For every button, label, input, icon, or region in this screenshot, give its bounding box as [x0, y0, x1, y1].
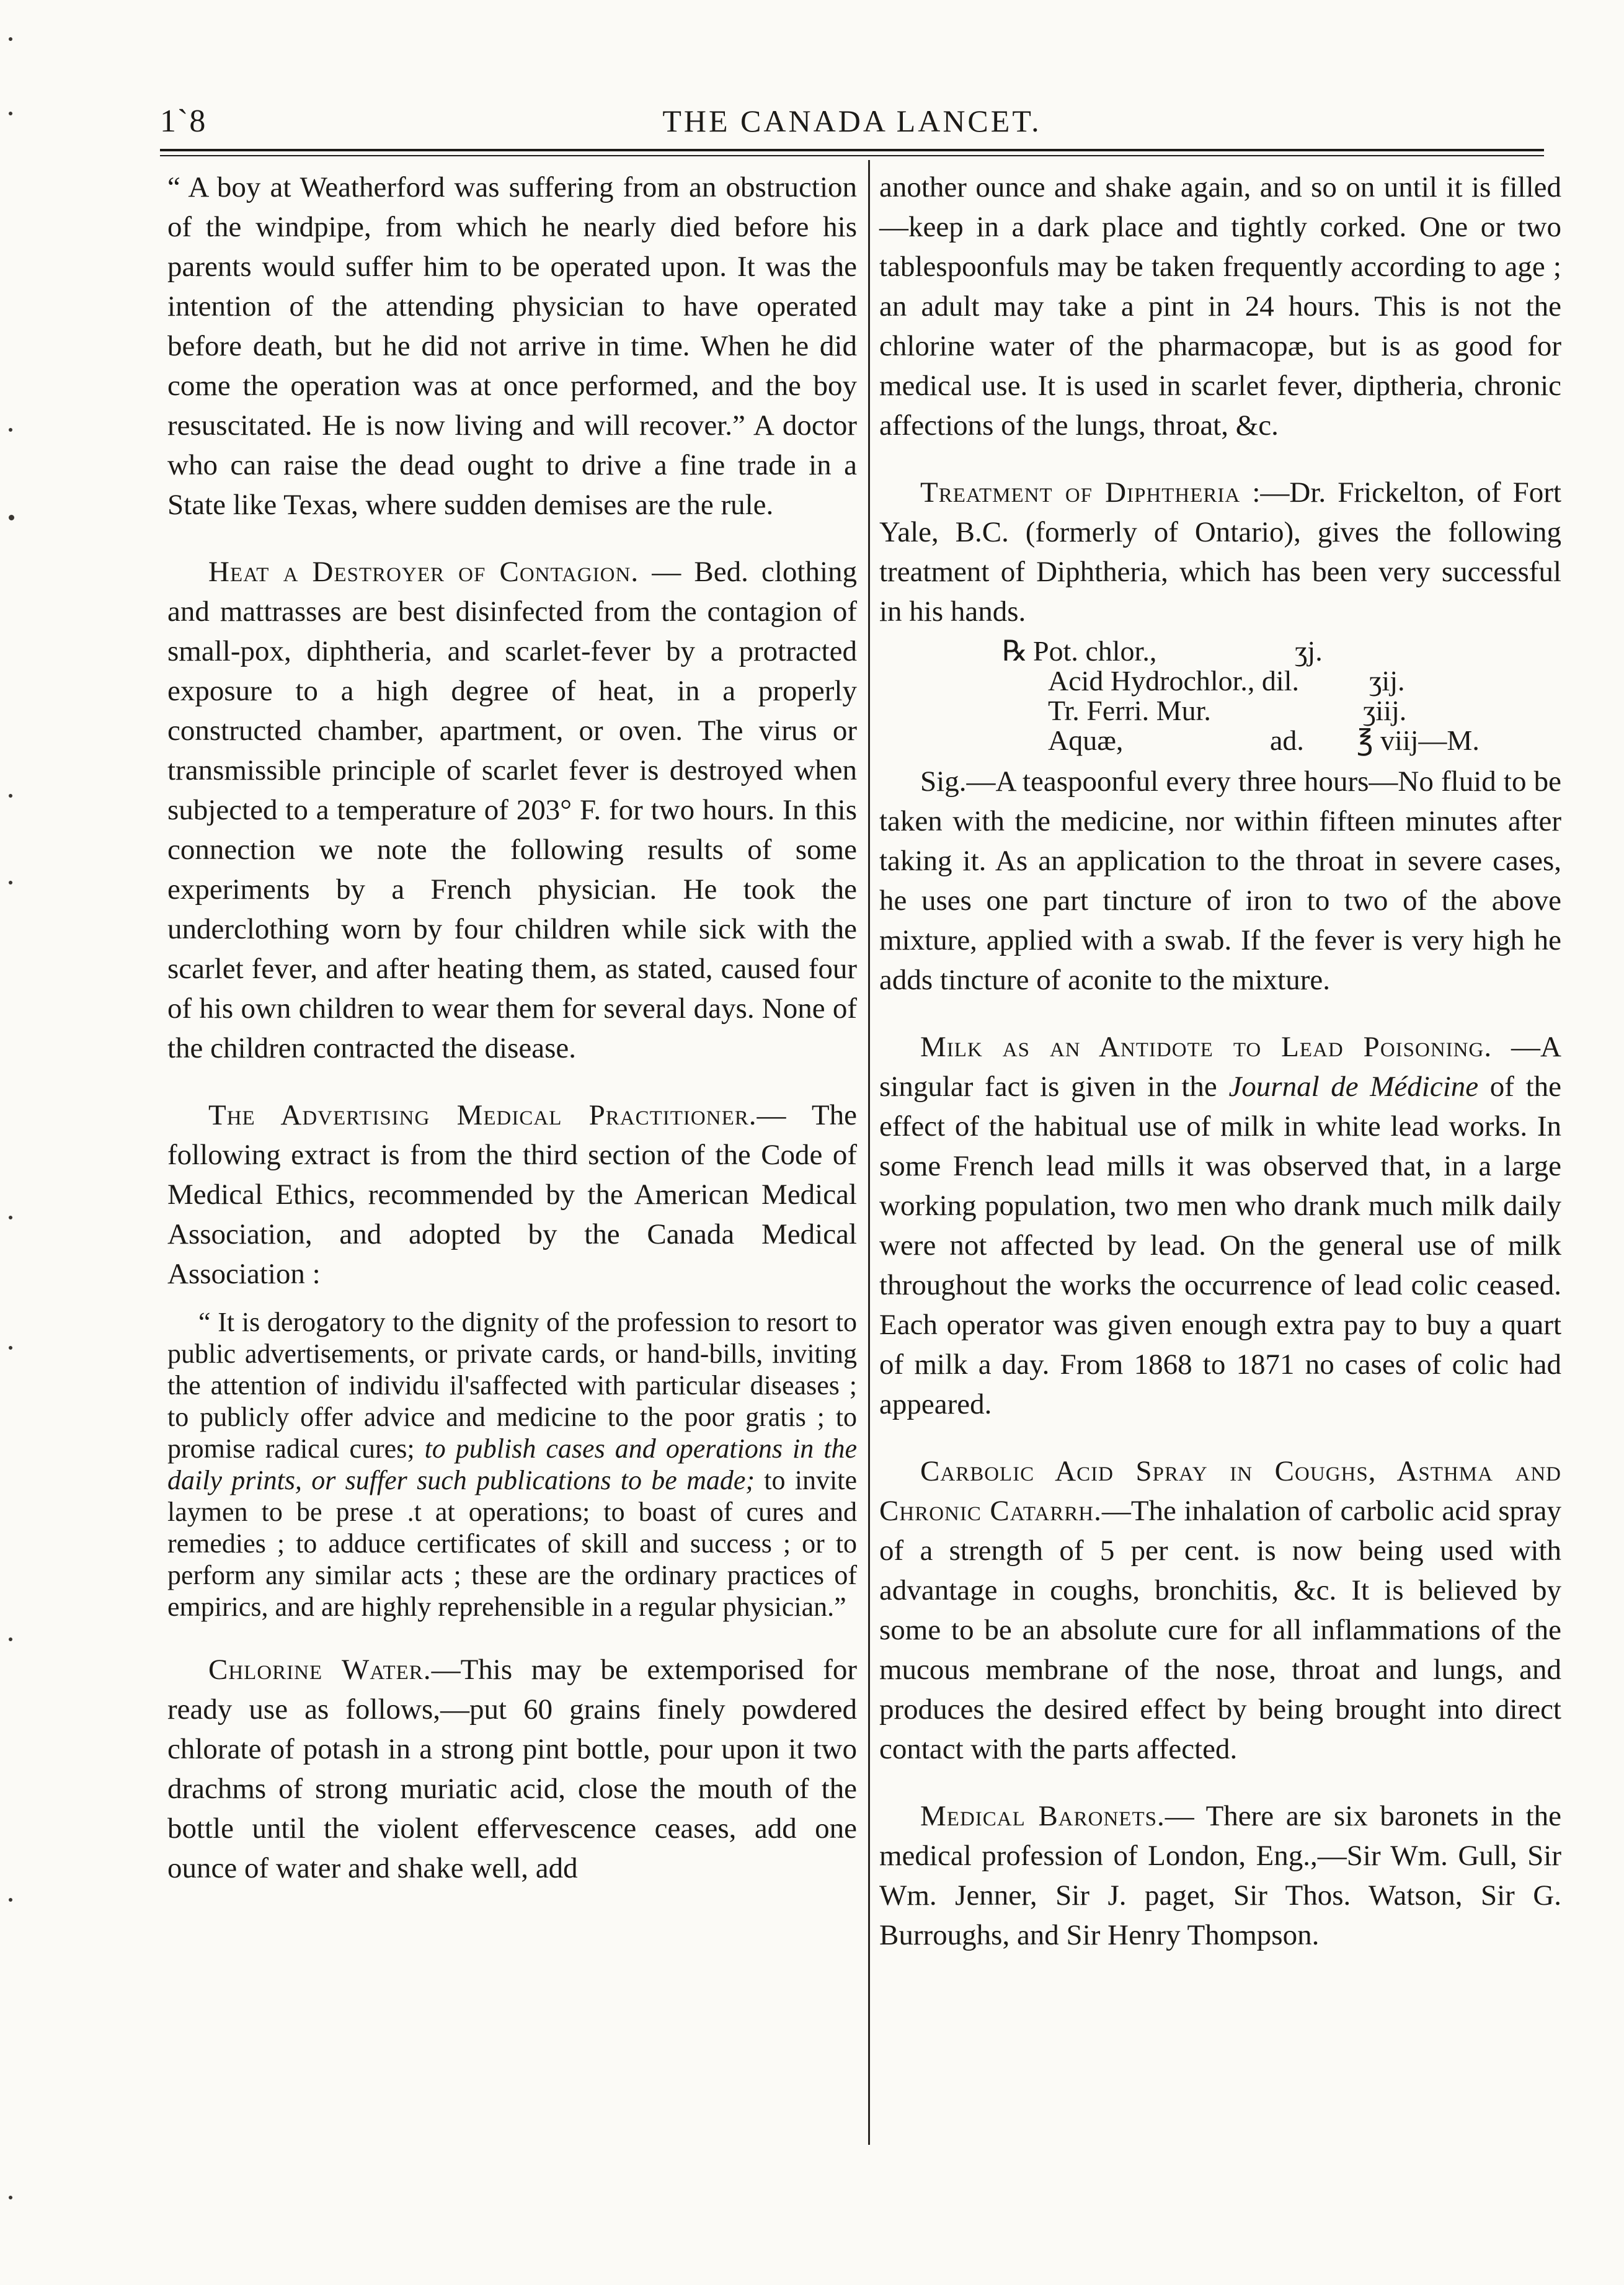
scan-speck	[9, 1346, 12, 1350]
journal-title: Journal de Médicine	[1228, 1071, 1479, 1103]
scan-speck	[9, 1637, 12, 1641]
article-text: — Bed. clothing and mattrasses are best disinfected from the contagion of small-pox, diphtheria, and scarlet-fever by a protracted exposure to a high degree of heat, in a properly constructed chamber, apartment, or oven. The virus or transmissible principle of scarlet fever is destroyed when subjected to a temperature of 203° F. for two hours. In this connection we note the following results of some experiments by a French physician. He took the underclothing worn by four children while sick with the scarlet fever, and after heating them, as stated, caused four of his own children to wear them for several days. None of the children contracted the disease.	[167, 556, 858, 1064]
article-text: :—Dr. Frickelton, of Fort Yale, B.C. (formerly of Ontario), gives the following treatment of Diphtheria, which has been very successful in his hands.	[879, 476, 1561, 628]
article-advertising-practitioner	[167, 1095, 857, 1294]
prescription	[879, 636, 1561, 758]
article-milk-lead-poisoning	[879, 1027, 1561, 1424]
article-text: “ A boy at Weatherford was suffering from an obstruction of the windpipe, from which he nearly died before his parents would suffer him to be operated upon. It was the intention of the attending physician to have operated before death, but he did not arrive in time. When he did come the operation was at once performed, and the boy resuscitated. He is now living and will recover.” A doctor who can raise the dead ought to drive a fine trade in a State like Texas, where sudden demises are the rule.	[167, 171, 857, 521]
scan-speck	[9, 1898, 12, 1902]
article-heading: The Advertising Medical Practitioner.	[208, 1099, 757, 1131]
scan-speck	[9, 515, 14, 520]
prescription-directions	[879, 762, 1561, 1000]
prescription-item: Acid Hydrochlor., dil.	[1048, 665, 1299, 697]
article-text: — There are six baronets in the medical profession of London, Eng.,—Sir Wm. Gull, Sir Wm. Jenner, Sir J. paget, Sir Thos. Watson, Sir G. Burroughs, and Sir Henry Thompson.	[879, 1800, 1561, 1951]
prescription-item: Tr. Ferri. Mur.	[1048, 695, 1211, 726]
article-weatherford	[167, 167, 857, 525]
prescription-dose: ʒj.	[1295, 635, 1323, 667]
prescription-item: Aquæ,	[1048, 724, 1124, 756]
article-text: Sig.—A teaspoonful every three hours—No fluid to be taken with the medicine, nor within fifteen minutes after taking it. As an application to the throat in severe cases, he uses one part tincture of iron to two of the above mixture, applied with a swab. If the fever is very high he adds tincture of aconite to the mixture.	[879, 765, 1561, 996]
article-carbolic-acid-spray	[879, 1451, 1561, 1769]
article-heading: Heat a Destroyer of Contagion.	[208, 556, 639, 588]
article-text: another ounce and shake again, and so on until it is filled—keep in a dark place and tightly corked. One or two tablespoonfuls may be taken frequently according to age ; an adult may take a pint in 24 hours. This is not the chlorine water of the pharmacopæ, but is as good for medical use. It is used in scarlet fever, diptheria, chronic affections of the lungs, throat, &c.	[879, 171, 1561, 442]
right-column	[879, 167, 1561, 1982]
header-rule-thick	[160, 149, 1544, 151]
prescription-item: Pot. chlor.,	[1033, 635, 1157, 667]
column-divider	[868, 160, 870, 2145]
scan-speck	[9, 428, 12, 432]
header-rule-thin	[160, 155, 1544, 156]
article-diphtheria-treatment	[879, 473, 1561, 631]
ethics-quotation	[167, 1306, 857, 1623]
page-number: 1`8	[160, 104, 207, 139]
quote-italic-text: to publish cases and operations in the daily prints, or suffer such publications to be made;	[167, 1433, 857, 1495]
running-title: THE CANADA LANCET.	[662, 104, 1042, 138]
article-text: —This may be extemporised for ready use as follows,—put 60 grains finely powdered chlorate of potash in a strong pint bottle, pour upon it two drachms of strong muriatic acid, close the mouth of the bottle until the violent effervescence ceases, add one ounce of water and shake well, add	[167, 1654, 858, 1884]
recipe-symbol: ℞	[1002, 635, 1028, 667]
article-heading: Carbolic Acid Spray in Coughs, Asthma and Chronic Catarrh.	[879, 1455, 1561, 1527]
article-heat-destroyer	[167, 552, 857, 1068]
article-heading: Milk as an Antidote to Lead Poisoning.	[920, 1031, 1493, 1063]
scan-speck	[9, 2196, 12, 2199]
article-heading: Treatment of Diphtheria	[920, 476, 1241, 509]
article-heading: Chlorine Water.	[208, 1654, 432, 1686]
page-header	[160, 99, 1544, 149]
left-column	[167, 167, 857, 1915]
article-heading: Medical Baronets.	[920, 1800, 1165, 1832]
article-text: —A singular fact is given in the	[879, 1031, 1561, 1103]
article-text: —The inhalation of carbolic acid spray of a strength of 5 per cent. is now being used with advantage in coughs, bronchitis, &c. It is believed by some to be an absolute cure for all inflammations of the mucous membrane of the nose, throat and lungs, and produces the desired effect by being brought into direct contact with the parts affected.	[879, 1495, 1562, 1765]
scan-speck	[9, 37, 12, 41]
article-chlorine-water	[167, 1650, 857, 1888]
article-medical-baronets	[879, 1796, 1561, 1955]
prescription-dose: ʒiij.	[1363, 695, 1407, 726]
scan-speck	[9, 794, 12, 798]
quote-text: “ It is derogatory to the dignity of the profession to resort to public advertisements, or private cards, or hand-bills, inviting the attention of individu il'saffected with particular diseases ; to publicly offer advice and medicine to the poor gratis ; to promise radical cures;	[167, 1307, 857, 1464]
scan-speck	[9, 112, 12, 115]
article-chlorine-water-continued	[879, 167, 1561, 445]
article-text: — The following extract is from the third section of the Code of Medical Ethics, recommended by the American Medical Association, and adopted by the Canada Medical Association :	[167, 1099, 857, 1290]
prescription-qualifier: ad.	[1270, 724, 1304, 756]
article-text: of the effect of the habitual use of milk in white lead works. In some French lead mills it was observed that, in a large working population, two men who drank much milk daily were not affected by lead. On the general use of milk throughout the works the occurrence of lead colic ceased. Each operator was given enough extra pay to buy a quart of milk a day. From 1868 to 1871 no cases of colic had appeared.	[879, 1071, 1561, 1420]
quote-text: to invite laymen to be prese .t at operations; to boast of cures and remedies ; to adduce certificates of skill and success ; or to perform any similar acts ; these are the ordinary practices of empirics, and are highly reprehensible in a regular physician.”	[167, 1465, 857, 1622]
prescription-dose: ℥ viij—M.	[1357, 724, 1480, 756]
scan-speck	[9, 1216, 12, 1219]
scan-speck	[9, 881, 12, 884]
prescription-dose: ʒij.	[1369, 665, 1405, 697]
